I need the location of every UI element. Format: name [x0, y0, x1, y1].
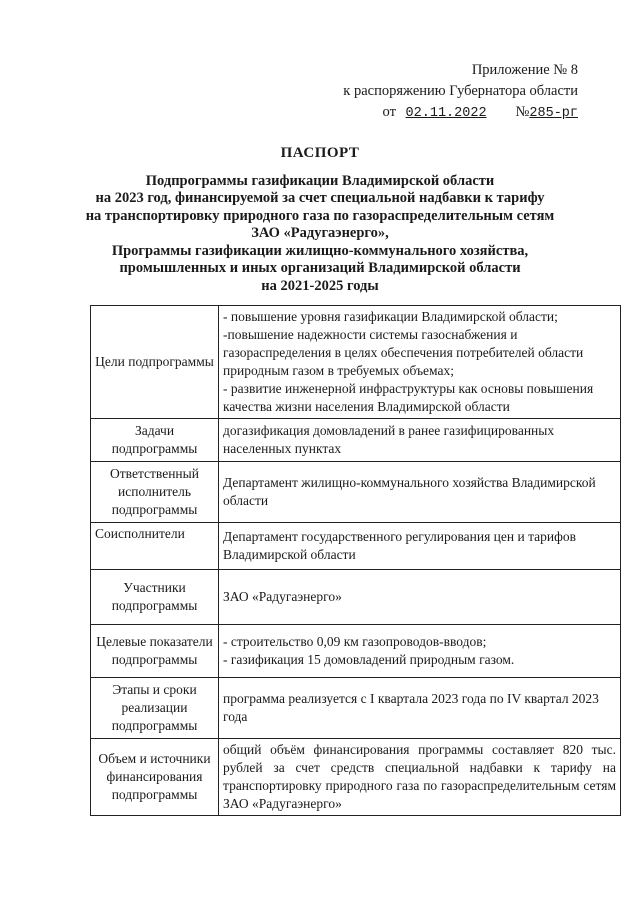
title-line: ЗАО «Радугаэнерго», [251, 225, 389, 241]
targets-value [219, 625, 621, 678]
title-line: Подпрограммы газификации Владимирской области [145, 172, 495, 189]
appendix-number: Приложение № 8 [471, 62, 578, 78]
responsible-value: Департамент жилищно-коммунального хозяйства Владимирской области [219, 462, 621, 523]
targets-label: Целевые показатели подпрограммы [91, 625, 219, 678]
passport-heading: ПАСПОРТ [280, 145, 360, 161]
stages-value: программа реализуется с I квартала 2023 года по IV квартал 2023 года [219, 678, 621, 739]
title-line: промышленных и иных организаций Владимирской области [119, 260, 521, 276]
order-date: 02.11.2022 [405, 106, 487, 121]
number-label: № [515, 104, 530, 120]
table-row-targets [91, 625, 621, 678]
goals-value [219, 306, 621, 419]
table-row-goals [91, 306, 621, 419]
order-number: 285-рг [529, 106, 578, 121]
target-item: - строительство 0,09 км газопроводов-вводов; [223, 634, 487, 649]
title-line: на 2023 год, финансируемой за счет специальной надбавки к тарифу [95, 190, 545, 206]
goal-item: -повышение надежности системы газоснабжения и газораспределения в целях обеспечения потребителей области природным газом в требуемых объемах; [223, 327, 584, 378]
goal-item: - развитие инженерной инфраструктуры как основы повышения качества жизни населения Владимирской области [223, 381, 594, 414]
goal-item: - повышение уровня газификации Владимирской области; [223, 309, 558, 324]
table-row-tasks [91, 419, 621, 462]
finance-value: общий объём финансирования программы составляет 820 тыс. рублей за счет средств специальной надбавки к тарифу на транспортировку природного газа по газораспределительным сетям ЗАО «Радугаэнерго» [219, 739, 621, 816]
participants-value: ЗАО «Радугаэнерго» [219, 570, 621, 625]
finance-label: Объем и источники финансирования подпрограммы [91, 739, 219, 816]
coexecutors-label: Соисполнители [91, 523, 219, 570]
appendix-date-line [343, 102, 578, 124]
appendix-header [343, 60, 578, 124]
table-row-responsible [91, 462, 621, 523]
tasks-value: догазификация домовладений в ранее газифицированных населенных пунктах [219, 419, 621, 462]
date-prefix: от [382, 104, 396, 120]
participants-label: Участники подпрограммы [91, 570, 219, 625]
title-line: на 2021-2025 годы [261, 277, 379, 294]
appendix-reference: к распоряжению Губернатора области [343, 83, 578, 99]
title-line: Программы газификации жилищно-коммунального хозяйства, [111, 242, 529, 259]
passport-table [90, 305, 621, 816]
document-title [60, 145, 580, 295]
table-row-stages [91, 678, 621, 739]
responsible-label: Ответственный исполнитель подпрограммы [91, 462, 219, 523]
coexecutors-value: Департамент государственного регулирования цен и тарифов Владимирской области [219, 523, 621, 570]
table-row-coexecutors [91, 523, 621, 570]
goals-label: Цели подпрограммы [91, 306, 219, 419]
title-line: на транспортировку природного газа по газораспределительным сетям [85, 207, 555, 224]
table-row-participants [91, 570, 621, 625]
target-item: - газификация 15 домовладений природным газом. [223, 652, 515, 667]
stages-label: Этапы и сроки реализации подпрограммы [91, 678, 219, 739]
tasks-label: Задачи подпрограммы [91, 419, 219, 462]
table-row-finance [91, 739, 621, 816]
